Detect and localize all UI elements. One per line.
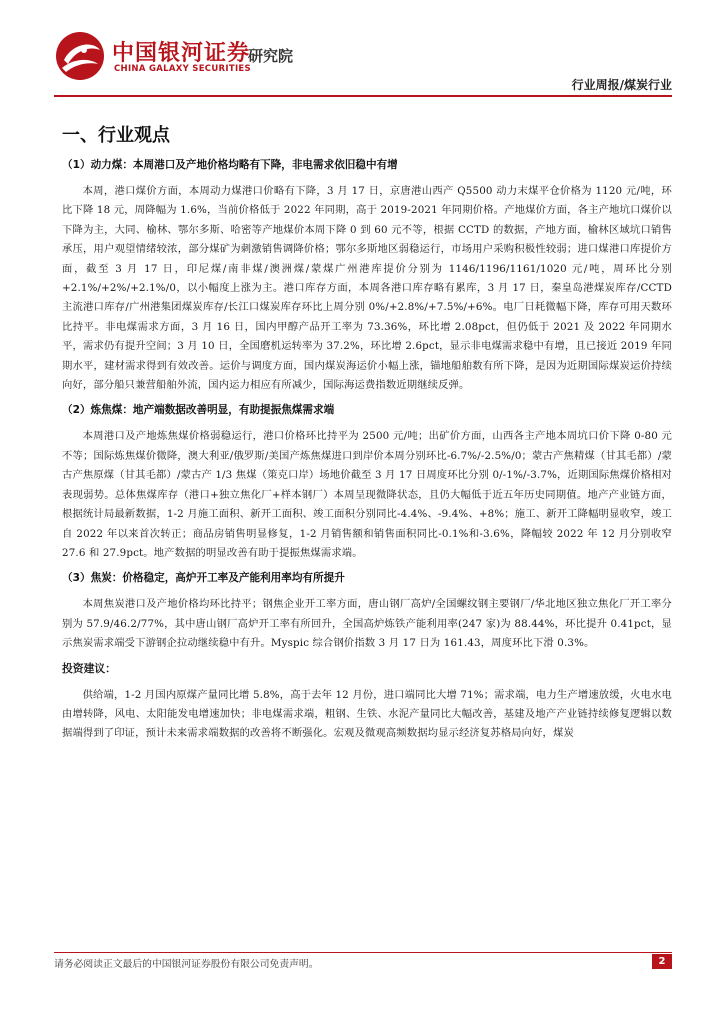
subsection-number: （2） xyxy=(62,404,91,417)
main-content xyxy=(62,124,672,750)
paragraph-coke: 本周焦炭港口及产地价格均环比持平；钢焦企业开工率方面，唐山钢厂高炉/全国螺纹钢主要钢厂/华北地区独立焦化厂开工率分别为 57.9/46.2/77%，其中唐山钢厂高炉开工率有所回升，全国高炉炼铁产能利用率(247 家)为 88.44%，环比提升 0.41pct，显示焦炭需求端受下游钢企拉动继续稳中有升。Myspic 综合钢价指数 3 月 17 日为 161.43，周度环比下滑 0.3%。 xyxy=(62,598,672,650)
page-header xyxy=(0,0,724,96)
subsection-heading-coking-coal xyxy=(62,401,672,419)
paragraph-thermal-coal: 本周，港口煤价方面，本周动力煤港口价略有下降，3 月 17 日，京唐港山西产 Q5500 动力末煤平仓价格为 1120 元/吨，环比下降 18 元，周降幅为 1.6%，当前价格低于 2022 年同期，高于 2019-2021 年同期价格。产地煤价方面，各主产地坑口煤价以下降为主，大同、榆林、鄂尔多斯、哈密等产地煤价本周下降 0 到 60 元不等，根据 CCTD 的数据，产地方面，榆林区域坑口销售承压，用户观望情绪较浓，部分煤矿为刺激销售调降价格；鄂尔多斯地区弱稳运行，市场用户采购积极性较弱；进口煤港口库提价方面，截至 3 月 17 日，印尼煤/南非煤/澳洲煤/蒙煤广州港库提价分别为 1146/1196/1161/1020 元/吨，周环比分别+2.1%/+2%/+2.1%/0，以小幅度上涨为主。港口库存方面，本周各港口库存略有累库，3 月 17 日，秦皇岛港煤炭库存/CCTD 主流港口库存/广州港集团煤炭库存/长江口煤炭库存环比上周分别 0%/+2.8%/+7.5%/+6%。电厂日耗微幅下降，库存可用天数环比持平。非电煤需求方面，3 月 16 日，国内甲醇产品开工率为 73.36%，环比增 2.08pct，但仍低于 2021 及 2022 年同期水平，需求仍有提升空间；3 月 10 日，全国磨机运转率为 37.2%，环比增 2.6pct，显示非电煤需求稳中有增，且已接近 2019 年同期水平，建材需求得到有效改善。运价与调度方面，国内煤炭海运价小幅上涨，锚地船舶数有所下降，是因为近期国际煤炭运价持续向好，部分船只兼营船舶外流，国内运力相应有所减少，国际海运费指数近期继续反弹。 xyxy=(62,185,672,392)
brand-name-cn: 中国银河证券 xyxy=(112,41,251,66)
investment-heading: 投资建议： xyxy=(62,661,116,675)
footer-divider xyxy=(54,952,672,953)
page-number: 2 xyxy=(652,954,672,969)
subsection-heading-coke xyxy=(62,569,672,587)
subsection-number: （3） xyxy=(62,572,91,585)
subsection-title: 焦炭：价格稳定，高炉开工率及产能利用率均有所提升 xyxy=(90,572,345,585)
subsection-title: 动力煤：本周港口及产地价格均略有下降，非电需求依旧稳中有增 xyxy=(90,159,398,171)
galaxy-logo-icon xyxy=(54,30,106,82)
paragraph-investment: 供给端，1-2 月国内原煤产量同比增 5.8%，高于去年 12 月份，进口端同比大增 71%；需求端，电力生产增速放缓，火电水电由增转降，风电、太阳能发电增速加快；非电煤需求端，粗钢、生铁、水泥产量同比大幅改善，基建及地产产业链持续修复逻辑以数据端得到了印证，预计未来需求端数据的改善将不断强化。宏观及微观高频数据均显示经济复苏格局向好，煤炭 xyxy=(62,688,672,740)
header-divider xyxy=(54,95,672,97)
report-type-label: 行业周报/煤炭行业 xyxy=(571,78,672,92)
paragraph-coking-coal: 本周港口及产地炼焦煤价格弱稳运行，港口价格环比持平为 2500 元/吨；出矿价方面，山西各主产地本周坑口价下降 0-80 元不等；国际炼焦煤价微降，澳大利亚/俄罗斯/美国产炼焦煤进口到岸价本周分别环比-6.7%/-2.5%/0；蒙古产焦精煤（甘其毛都）/蒙古产焦原煤（甘其毛都）/蒙古产 1/3 焦煤（策克口岸）场地价截至 3 月 17 日周度环比分别 0/-1%/-3.7%，近期国际焦煤价格相对表现弱势。总体焦煤库存（港口+独立焦化厂+样本钢厂）本周呈现微降状态，且仍大幅低于近五年历史同期值。地产产业链方面，根据统计局最新数据，1-2 月施工面积、新开工面积、竣工面积分别同比-4.4%、-9.4%、+8%；施工、新开工降幅明显收窄，竣工自 2022 年以来首次转正；商品房销售明显修复，1-2 月销售额和销售面积同比-0.1%和-3.6%，降幅较 2022 年 12 月分别收窄 27.6 和 27.9pct。地产数据的明显改善有助于提振焦煤需求端。 xyxy=(62,430,672,559)
section-title: 一、行业观点 xyxy=(62,125,170,146)
subsection-number: （1） xyxy=(62,159,91,171)
institute-label: 研究院 xyxy=(248,47,294,65)
subsection-heading-thermal-coal xyxy=(62,156,672,174)
footer-disclaimer: 请务必阅读正文最后的中国银河证券股份有限公司免责声明。 xyxy=(54,959,319,970)
brand-name-en: CHINA GALAXY SECURITIES xyxy=(114,64,251,74)
subsection-title: 炼焦煤：地产端数据改善明显，有助提振焦煤需求端 xyxy=(90,404,335,417)
